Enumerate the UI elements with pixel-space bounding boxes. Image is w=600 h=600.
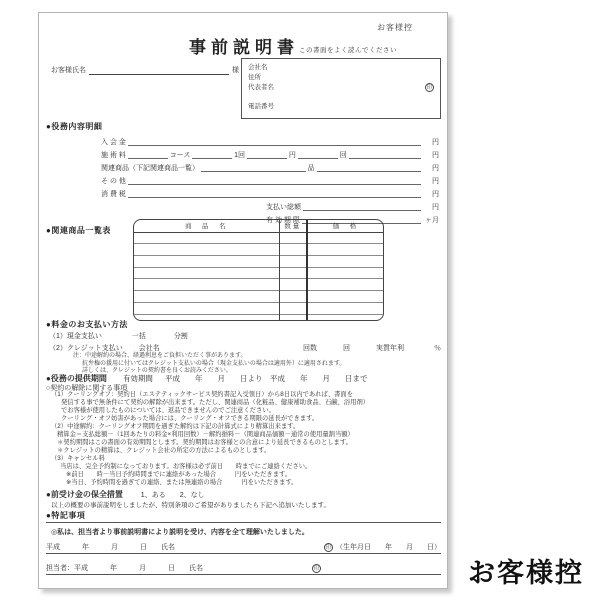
unit-label: 円 xyxy=(432,178,439,185)
clause-line: ＊契約期間はこの書面の有効期間とします。契約期間はお客様との合意により延長できるものとします。 xyxy=(57,439,352,446)
payment-note: 抗弁権の援用に付いてはクレジット支払いの場合（現金支払いの場合は適用外）に適用されます。 xyxy=(82,360,346,367)
seal-icon: 印 xyxy=(313,566,320,572)
table-row xyxy=(134,279,383,291)
document-page xyxy=(38,12,448,589)
staff-era-label: 担当者：平成 xyxy=(46,565,88,572)
fee-label: 消 費 税 xyxy=(101,191,126,198)
honorific-label: 様 xyxy=(232,67,239,74)
unit-label: 円 xyxy=(432,204,439,211)
staff-signature-row xyxy=(46,562,441,575)
fee-label: 施 術 料 xyxy=(101,152,126,159)
clause-line: 当店は、完全予約制になっております。お客様は必ず前日 時までにご連絡ください。 xyxy=(60,463,312,470)
payment-credit-row xyxy=(49,343,441,353)
blank-line xyxy=(247,158,287,159)
course-label: コース xyxy=(169,152,191,159)
payment-note: 注：中途解約の場合、経過利息をご負担いただく事があります。 xyxy=(73,353,247,359)
customer-name-blank xyxy=(89,65,229,75)
col-price: 価 格 xyxy=(307,220,383,232)
deposit-heading: ●前受け金の保全措置 xyxy=(46,490,123,499)
fee-label: 入 会 金 xyxy=(101,139,126,146)
cancellation-clauses xyxy=(51,391,437,487)
table-row xyxy=(134,291,383,303)
fee-label: 支払い総額 xyxy=(266,204,301,211)
payment-note: 詳しくは、クレジットの契約書を良くお読みください。 xyxy=(82,368,232,374)
clause-line: ※当日、予約時間を過ぎての連絡、または無連絡の場合 円をいただきます。 xyxy=(66,479,298,486)
deposit-options: 1、ある 2、なし xyxy=(140,492,205,499)
product-table xyxy=(133,219,384,321)
fee-row-treatment xyxy=(101,149,439,160)
clause-line: クーリング・オフ妨害があった場合には、クーリング・オフできる期限の延長ができます。 xyxy=(61,415,319,422)
times-label: 回 xyxy=(339,152,347,159)
clause-line: 発信する事で無条件にて契約の解除が出来ます。ただし、関連商品（化粧品、健康補助食品、石鹸、浴用剤） xyxy=(61,399,370,406)
validity-label: 有効期間 xyxy=(122,374,153,383)
page-title: 事前説明書 xyxy=(189,38,299,57)
period-blanks: 平成 年 月 日より 平成 年 月 日まで xyxy=(165,374,368,383)
split-option: 分割 xyxy=(173,333,188,340)
copy-label-top: お客様控 xyxy=(377,23,413,32)
lump-option: 一括 xyxy=(131,333,146,340)
fee-label: 有 効 期 限 xyxy=(266,217,300,224)
customer-name-label: お客様氏名 xyxy=(51,67,86,74)
table-row xyxy=(134,255,383,267)
table-row xyxy=(134,267,383,279)
blank-line xyxy=(349,158,421,159)
company-address-label: 住所 xyxy=(248,74,261,81)
birthdate-blanks: （生年月日 年 月 日） xyxy=(336,544,441,551)
fee-row-tax xyxy=(101,188,439,199)
unit-label: 円 xyxy=(432,152,439,159)
count-unit: 回 xyxy=(343,345,350,352)
era-label: 平成 xyxy=(46,544,60,551)
col-quantity: 数量 xyxy=(279,220,307,232)
product-table-heading: ●関連商品一覧表 xyxy=(46,226,111,235)
unit-label: ヶ月 xyxy=(425,217,439,224)
blank-line xyxy=(192,158,232,159)
blank-line xyxy=(298,158,338,159)
representative-label: 代表者名 xyxy=(248,84,274,91)
cancellation-heading: ○契約の解除に関する事項 xyxy=(46,385,128,392)
confirmation-statement: ◎私は、担当者より事前説明書により説明を受け、内容を全て理解いたしました。 xyxy=(51,529,309,536)
copy-label-bottom: お客様控 xyxy=(468,558,584,588)
representative-row xyxy=(248,83,434,93)
read-notice: この書面をよく読んでください xyxy=(299,47,397,54)
col-product-name: 商 品 名 xyxy=(134,220,279,232)
clause-line: （1）クーリングオフ：契約日（エステティックサービス契約書記入受領日）から8日以内であれば、書面を xyxy=(51,391,354,398)
clause-line: （3）キャンセル料 xyxy=(51,455,105,462)
fee-row-total xyxy=(266,201,439,212)
company-name-label: 会社名 xyxy=(248,64,268,71)
phone-label: 電話番号 xyxy=(248,103,274,110)
customer-name-row xyxy=(51,65,239,75)
table-row xyxy=(134,232,383,244)
name-label: 氏名 xyxy=(161,544,175,551)
blank-line xyxy=(201,171,306,172)
month-label: 月 xyxy=(139,565,146,572)
payment-heading: ●料金のお支払い方法 xyxy=(46,320,128,329)
table-row xyxy=(134,314,383,320)
fee-label: そ の 他 xyxy=(101,178,126,185)
fee-row-other xyxy=(101,175,439,186)
unit-label: 円 xyxy=(432,191,439,198)
clause-line: ※前日 時－当日予約時間までに連絡があった場合 円をいただきます。 xyxy=(66,471,292,478)
blank-line xyxy=(317,171,422,172)
clause-line: （2）中途解約：クーリングオフ期間を過ぎた解約は下記の計算式により精算出来ます。 xyxy=(51,423,300,430)
fee-row-admission xyxy=(101,136,439,147)
clause-line: でお客様が使用したものについては、返品できませんのでご注意ください。 xyxy=(61,407,275,414)
rate-unit: ％ xyxy=(434,345,441,352)
year-label: 年 xyxy=(110,565,117,572)
month-label: 月 xyxy=(111,544,118,551)
per-label: 1回 xyxy=(234,152,246,159)
customer-signature-row xyxy=(46,541,441,554)
clause-line: ＊クレジットの精算は、クレジット会社の所定の方法によるものとします。 xyxy=(57,447,271,454)
table-row xyxy=(134,302,383,314)
credit-label: （2）クレジット支払い xyxy=(49,345,123,352)
fee-label: 関連商品（下記関連商品一覧） xyxy=(101,165,199,172)
seal-icon: 印 xyxy=(325,545,332,551)
product-table-header xyxy=(134,220,383,232)
table-row xyxy=(134,244,383,256)
name-label: 氏名 xyxy=(189,565,203,572)
day-label: 日 xyxy=(168,565,175,572)
blank-line xyxy=(128,197,421,198)
fee-row-related-goods xyxy=(101,162,439,173)
seal-icon: 印 xyxy=(426,85,433,91)
credit-company-label: 会社名 xyxy=(138,345,160,352)
deposit-note: 以上の概要の事前説明をしましたが、特別条項のご希望がありましたら下記へ追加いたします。 xyxy=(51,502,330,509)
rate-label: 実質年利 xyxy=(376,345,404,352)
count-label: 回数 xyxy=(303,345,317,352)
blank-line xyxy=(128,145,421,146)
day-label: 日 xyxy=(140,544,147,551)
blank-line xyxy=(128,158,168,159)
pieces-label: 品 xyxy=(307,165,315,172)
payment-cash-row xyxy=(49,331,188,341)
unit-label: 円 xyxy=(432,139,439,146)
service-details-heading: ●役務内容明細 xyxy=(46,122,103,131)
special-notes-heading: ●特記事項 xyxy=(46,511,86,520)
deposit-row xyxy=(46,489,205,500)
service-period-heading: ●役務の提供期間 xyxy=(46,374,107,383)
blank-line xyxy=(128,184,421,185)
cash-label: （1）現金支払い xyxy=(49,333,102,340)
divider xyxy=(46,522,441,523)
year-label: 年 xyxy=(82,544,89,551)
company-info-box xyxy=(241,58,441,119)
blank-line xyxy=(303,210,421,211)
unit-label: 円 xyxy=(432,165,439,172)
yen-label: 円 xyxy=(288,152,296,159)
clause-line: 精算金＝支払総額－（1回あたりの料金×利用回数）－解約損料－（関連商品価額－通常の使用量割当額） xyxy=(57,431,354,438)
